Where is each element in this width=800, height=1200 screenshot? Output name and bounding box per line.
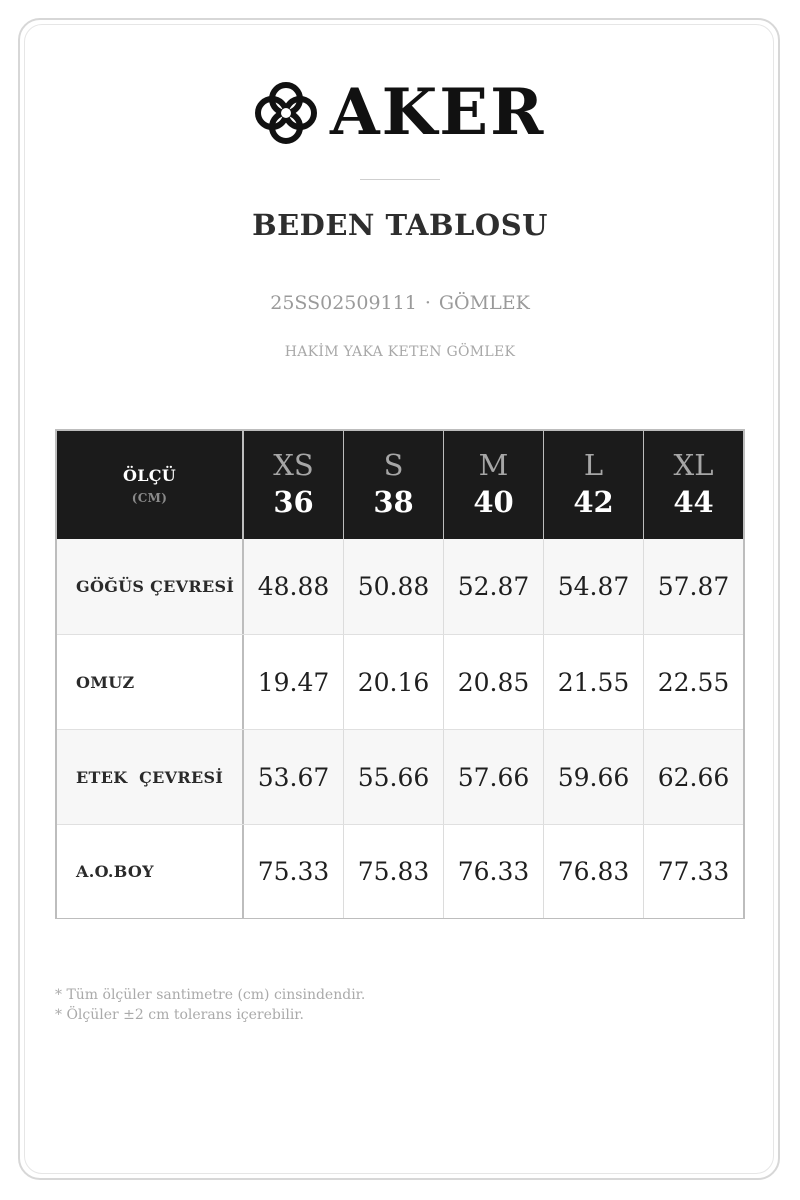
table-cell: 20.16 bbox=[344, 635, 444, 730]
table-cell: 22.55 bbox=[657, 668, 730, 697]
size-number: 38 bbox=[373, 485, 414, 519]
footnote: * Ölçüler ±2 cm tolerans içerebilir. bbox=[55, 1007, 304, 1023]
table-cell: 59.66 bbox=[544, 730, 644, 825]
knot-logo-icon bbox=[252, 79, 320, 147]
row-label: OMUZ bbox=[57, 635, 244, 730]
size-letter: L bbox=[583, 448, 604, 482]
table-cell: 76.83 bbox=[544, 825, 644, 918]
row-label: ETEK ÇEVRESİ bbox=[57, 730, 244, 825]
table-cell: 75.83 bbox=[344, 825, 444, 918]
row-label: A.O.BOY bbox=[57, 825, 244, 918]
size-table bbox=[55, 429, 745, 919]
title-divider bbox=[360, 179, 440, 180]
size-header-m bbox=[444, 431, 544, 539]
size-header-s bbox=[344, 431, 444, 539]
size-letter: S bbox=[383, 448, 404, 482]
table-cell: 21.55 bbox=[544, 635, 644, 730]
table-cell: 57.87 bbox=[657, 572, 730, 601]
product-category: GÖMLEK bbox=[438, 292, 530, 314]
meta-separator: · bbox=[424, 292, 431, 314]
table-row bbox=[57, 539, 743, 634]
table-row bbox=[57, 824, 743, 918]
footnote: * Tüm ölçüler santimetre (cm) cinsindendir. bbox=[55, 987, 366, 1003]
size-letter: M bbox=[478, 448, 509, 482]
size-header-xs bbox=[244, 431, 344, 539]
table-cell: 50.88 bbox=[344, 539, 444, 634]
table-cell: 20.85 bbox=[444, 635, 544, 730]
product-code: 25SS02509111 bbox=[270, 292, 417, 314]
size-header-l bbox=[544, 431, 644, 539]
table-cell: 77.33 bbox=[657, 857, 730, 886]
page-title: BEDEN TABLOSU bbox=[252, 208, 548, 242]
table-header-row bbox=[57, 431, 743, 539]
product-meta bbox=[0, 292, 800, 314]
size-number: 40 bbox=[473, 485, 514, 519]
size-letter: XS bbox=[273, 448, 314, 482]
table-row bbox=[57, 634, 743, 730]
brand-name: AKER bbox=[330, 75, 546, 150]
table-row bbox=[57, 729, 743, 825]
table-cell: 19.47 bbox=[244, 635, 344, 730]
size-number: 36 bbox=[273, 485, 314, 519]
table-cell: 57.66 bbox=[444, 730, 544, 825]
size-number: 42 bbox=[573, 485, 614, 519]
header-unit: (CM) bbox=[131, 490, 168, 505]
size-header-xl bbox=[644, 431, 743, 539]
table-cell: 53.67 bbox=[244, 730, 344, 825]
size-number: 44 bbox=[673, 485, 714, 519]
table-cell: 62.66 bbox=[657, 763, 730, 792]
table-cell: 75.33 bbox=[244, 825, 344, 918]
table-cell: 52.87 bbox=[444, 539, 544, 634]
row-label: GÖĞÜS ÇEVRESİ bbox=[57, 539, 244, 634]
table-cell: 54.87 bbox=[544, 539, 644, 634]
table-cell: 55.66 bbox=[344, 730, 444, 825]
footnotes bbox=[55, 985, 365, 1025]
header-label: ÖLÇÜ bbox=[122, 465, 177, 485]
table-cell: 48.88 bbox=[244, 539, 344, 634]
header-label-cell bbox=[57, 431, 244, 539]
size-letter: XL bbox=[673, 448, 714, 482]
table-cell: 76.33 bbox=[444, 825, 544, 918]
product-name: HAKİM YAKA KETEN GÖMLEK bbox=[284, 344, 516, 360]
brand-logo bbox=[252, 75, 552, 150]
